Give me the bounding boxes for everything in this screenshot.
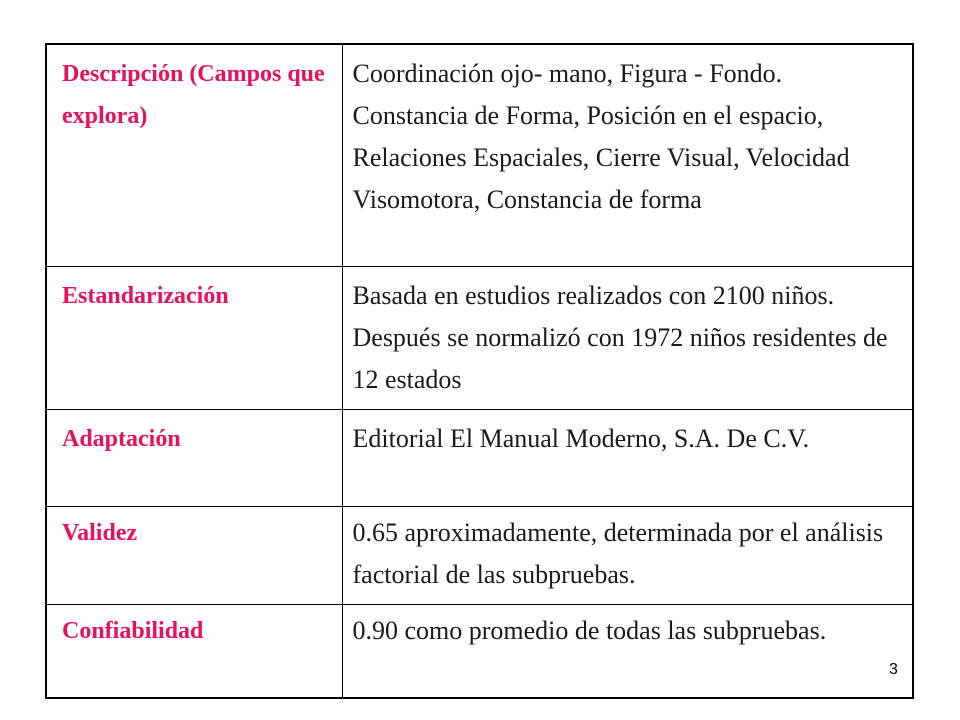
row-label-estandarizacion: Estandarización [46,266,342,409]
row-label-confiabilidad: Confiabilidad [46,604,342,698]
row-label-validez: Validez [46,506,342,604]
table-row [46,266,913,409]
info-table [45,43,914,699]
row-value-adaptacion: Editorial El Manual Moderno, S.A. De C.V. [342,409,913,506]
row-label-descripcion: Descripción (Campos que explora) [46,44,342,266]
table-row [46,44,913,266]
table-row [46,506,913,604]
row-value-validez: 0.65 aproximadamente, determinada por el análisis factorial de las subpruebas. [342,506,913,604]
row-label-adaptacion: Adaptación [46,409,342,506]
table-row [46,604,913,698]
row-value-descripcion: Coordinación ojo- mano, Figura - Fondo. Constancia de Forma, Posición en el espacio, Relaciones Espaciales, Cierre Visual, Velocidad Visomotora, Constancia de forma [342,44,913,266]
page-number: 3 [889,661,898,678]
row-value-estandarizacion: Basada en estudios realizados con 2100 niños. Después se normalizó con 1972 niños residentes de 12 estados [342,266,913,409]
table-row [46,409,913,506]
row-value-confiabilidad: 0.90 como promedio de todas las subpruebas. [342,604,913,698]
